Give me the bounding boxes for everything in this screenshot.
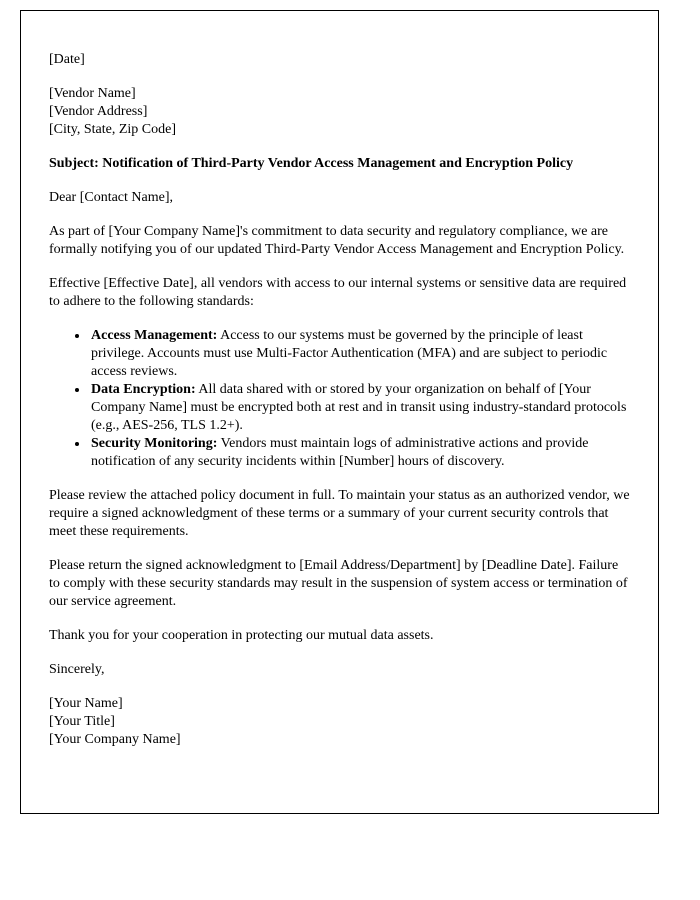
signature-title: [Your Title] [49,714,115,729]
vendor-address-block [49,85,630,139]
bullet-label-data-encryption: Data Encryption: [91,382,196,397]
bullet-label-security-monitoring: Security Monitoring: [91,436,218,451]
vendor-name-line: [Vendor Name] [49,86,136,101]
vendor-city-line: [City, State, Zip Code] [49,122,177,137]
closing: Sincerely, [49,662,105,677]
signature-company: [Your Company Name] [49,732,181,747]
bullet-text-security-monitoring: Vendors must maintain logs of administrative actions and provide notification of any security incidents within [Number] hours of discovery. [91,436,589,469]
letter-page [20,10,659,814]
date-line: [Date] [49,52,85,67]
list-item [89,381,630,435]
paragraph-effective: Effective [Effective Date], all vendors with access to our internal systems or sensitive data are required to adhere to the following standards: [49,276,627,309]
vendor-address-line: [Vendor Address] [49,104,148,119]
bullet-text-data-encryption: All data shared with or stored by your organization on behalf of [Your Company Name] must be encrypted both at rest and in transit using industry-standard protocols (e.g., AES-256, TLS 1.2+). [91,382,627,433]
salutation: Dear [Contact Name], [49,190,173,205]
policy-standards-list [49,327,630,471]
paragraph-review: Please review the attached policy document in full. To maintain your status as an authorized vendor, we require a signed acknowledgment of these terms or a summary of your current security controls that meet these requirements. [49,488,630,539]
list-item [89,435,630,471]
signature-block [49,695,630,749]
list-item [89,327,630,381]
bullet-text-access-management: Access to our systems must be governed by the principle of least privilege. Accounts must use Multi-Factor Authentication (MFA) and are subject to periodic access reviews. [91,328,608,379]
paragraph-return: Please return the signed acknowledgment to [Email Address/Department] by [Deadline Date]. Failure to comply with these security standards may result in the suspension of system access or termination of our service agreement. [49,558,628,609]
paragraph-thanks: Thank you for your cooperation in protecting our mutual data assets. [49,628,434,643]
paragraph-intro: As part of [Your Company Name]'s commitment to data security and regulatory compliance, we are formally notifying you of our updated Third-Party Vendor Access Management and Encryption Policy. [49,224,625,257]
bullet-label-access-management: Access Management: [91,328,218,343]
subject-line: Subject: Notification of Third-Party Vendor Access Management and Encryption Policy [49,156,574,171]
signature-name: [Your Name] [49,696,123,711]
